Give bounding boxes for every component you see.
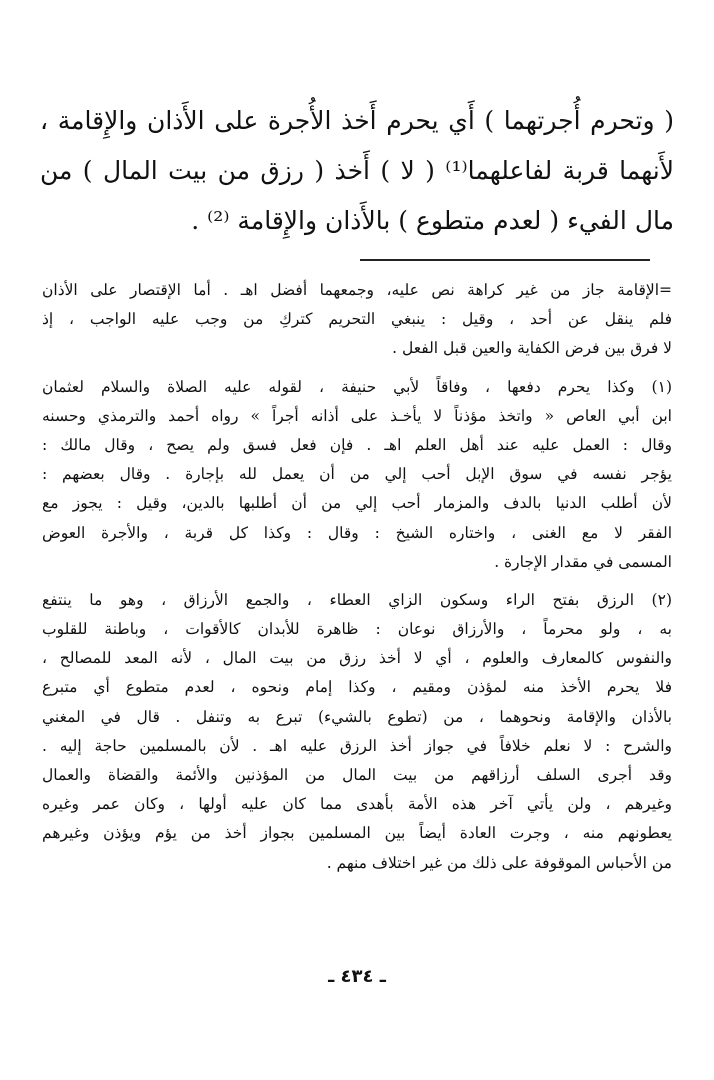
footnote-line: والنفوس كالمعارف والعلوم ، أي لا أخذ رزق من بيت المال ، لأنه المعد للمصالح ، (42, 649, 672, 668)
footnote-line: من الأحباس الموقوفة على ذلك من غير اختلاف منهم . (326, 853, 672, 872)
footnote-line: يعطونهم منه ، وجرت العادة أيضاً بين المسلمين بجواز أخذ من يؤم ويؤذن وغيرهم (42, 824, 672, 843)
footnote-line: لا فرق بين فرض الكفاية والعين قبل الفعل . (392, 339, 672, 358)
footnote-line: وغيرهم ، ولن يأتي آخر هذه الأمة بأهدى مما كان عليه أولها ، وكان عمر وغيره (42, 795, 672, 814)
footnote-line: المسمى في مقدار الإجارة . (494, 552, 672, 571)
footnote-1 (42, 373, 672, 577)
main-text (40, 96, 674, 246)
footnote-separator (360, 259, 650, 261)
main-text-line: لأَنهما قربة لفاعلهما⁽¹⁾ ( لا ) أَخذ ( رزق من بيت المال ) من (40, 156, 674, 185)
footnote-continuation (42, 276, 672, 364)
footnote-line: والشرح : لا نعلم خلافاً في جواز أخذ الرزق عليه اهـ . لأن بالمسلمين حاجة إليه . (42, 736, 672, 755)
footnote-line: (١) وكذا يحرم دفعها ، وفاقاً لأبي حنيفة ، لقوله عليه الصلاة والسلام لعثمان (42, 377, 672, 396)
footnote-line: فلم ينقل عن أحد ، وقيل : ينبغي التحريم كتركِ من وجب عليه الواجب ، إذ (42, 310, 672, 329)
page-number: ـ ٤٣٤ ـ (328, 966, 386, 987)
footnote-line: وقد أجرى السلف أرزاقهم من بيت المال من المؤذنين والأئمة والقضاة والعمال (42, 766, 672, 784)
footnote-line: به ، ولو محرماً ، والأرزاق نوعان : ظاهرة للأبدان كالأقوات ، وباطنة للقلوب (42, 620, 672, 639)
footnote-line: وقال : العمل عليه عند أهل العلم اهـ . فإن فعل فسق ولم يصح ، وقال مالك : (42, 435, 672, 454)
footnotes (42, 276, 672, 887)
footnote-line: (٢) الرزق بفتح الراء وسكون الزاي العطاء ، والجمع الأرزاق ، وهو ما ينتفع (42, 590, 672, 609)
footnote-2 (42, 586, 672, 878)
footnote-line: ابن أبي العاص « واتخذ مؤذناً لا يأخـذ على أذانه أجراً » رواه أحمد والترمذي وحسنه (42, 406, 672, 425)
footnote-line: فلا يحرم الأخذ منه لمؤذن ومقيم ، وكذا إمام ونحوه ، لعدم متطوع أي متبرع (42, 678, 672, 697)
footnote-line: بالأذان والإقامة ونحوهما ، من (تطوع بالشيء) تبرع به وتنفل . قال في المغني (42, 707, 672, 726)
main-text-line: مال الفيء ( لعدم متطوع ) بالأَذان والإِقامة ⁽²⁾ . (191, 206, 674, 235)
footnote-line: لأن أطلب الدنيا بالدف والمزمار أحب إلي من أن أطلبها بالدين، وقيل : يجوز مع (42, 494, 672, 513)
footnote-line: يؤجر نفسه في سوق الإبل أحب إلي من أن يعمل لله بإجارة . وقال بعضهم : (42, 465, 672, 484)
main-text-line: ( وتحرم أُجرتهما ) أَي يحرم أَخذ الأُجرة على الأَذان والإِقامة ، (40, 106, 674, 135)
footnote-line: =الإقامة جاز من غير كراهة نص عليه، وجمعهما أفضل اهـ . أما الإقتصار على الأذان (42, 281, 672, 299)
footnote-line: الفقر لا مع الغنى ، واختاره الشيخ : وقال : وكذا كل قربة ، والأجرة العوض (42, 523, 672, 542)
